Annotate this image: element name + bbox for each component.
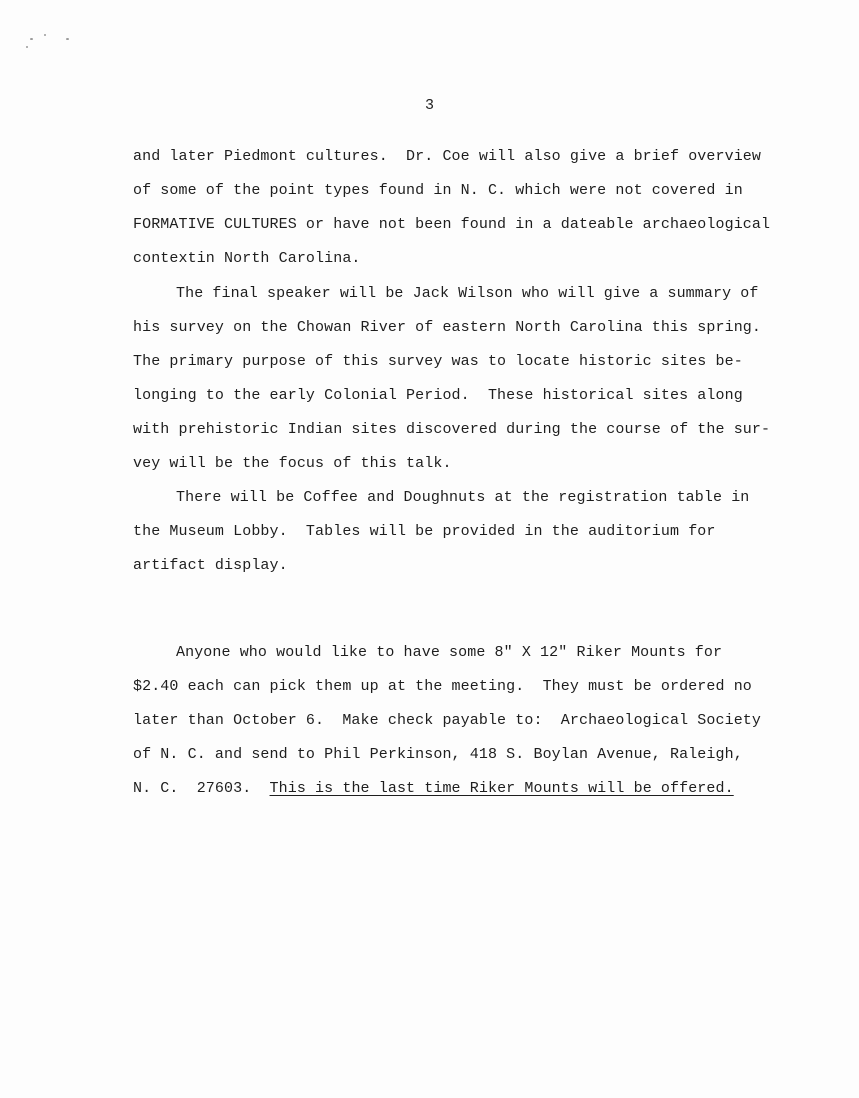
scan-speck bbox=[66, 38, 69, 40]
paragraph-4-line-5 bbox=[133, 779, 734, 799]
scan-speck bbox=[30, 38, 33, 40]
paragraph-2-line-1: The final speaker will be Jack Wilson who will give a summary of bbox=[176, 285, 759, 302]
paragraph-2-line-3: The primary purpose of this survey was to locate historic sites be- bbox=[133, 353, 743, 370]
page-number: 3 bbox=[425, 97, 435, 114]
paragraph-3-line-1: There will be Coffee and Doughnuts at the registration table in bbox=[176, 489, 750, 506]
paragraph-2-line-5: with prehistoric Indian sites discovered during the course of the sur- bbox=[133, 421, 771, 438]
paragraph-4-line-2: $2.40 each can pick them up at the meeting. They must be ordered no bbox=[133, 678, 752, 695]
scan-speck bbox=[44, 34, 46, 36]
underlined-notice: This is the last time Riker Mounts will be offered. bbox=[269, 780, 734, 797]
paragraph-1-line-3: FORMATIVE CULTURES or have not been found in a dateable archaeological bbox=[133, 216, 771, 233]
paragraph-4-line-1: Anyone who would like to have some 8" X 12" Riker Mounts for bbox=[176, 644, 723, 661]
scan-speck bbox=[26, 46, 28, 48]
paragraph-2-line-4: longing to the early Colonial Period. These historical sites along bbox=[133, 387, 743, 404]
paragraph-2-line-6: vey will be the focus of this talk. bbox=[133, 455, 452, 472]
paragraph-1-line-4: contextin North Carolina. bbox=[133, 250, 361, 267]
paragraph-4-line-3: later than October 6. Make check payable to: Archaeological Society bbox=[133, 712, 762, 729]
paragraph-1-line-2: of some of the point types found in N. C. which were not covered in bbox=[133, 182, 743, 199]
paragraph-3-line-3: artifact display. bbox=[133, 557, 288, 574]
paragraph-4-line-4: of N. C. and send to Phil Perkinson, 418 S. Boylan Avenue, Raleigh, bbox=[133, 746, 743, 763]
paragraph-3-line-2: the Museum Lobby. Tables will be provided in the auditorium for bbox=[133, 523, 716, 540]
paragraph-2-line-2: his survey on the Chowan River of eastern North Carolina this spring. bbox=[133, 319, 762, 336]
paragraph-1-line-1: and later Piedmont cultures. Dr. Coe will also give a brief overview bbox=[133, 148, 762, 165]
address-zip-text: N. C. 27603. bbox=[133, 780, 270, 797]
